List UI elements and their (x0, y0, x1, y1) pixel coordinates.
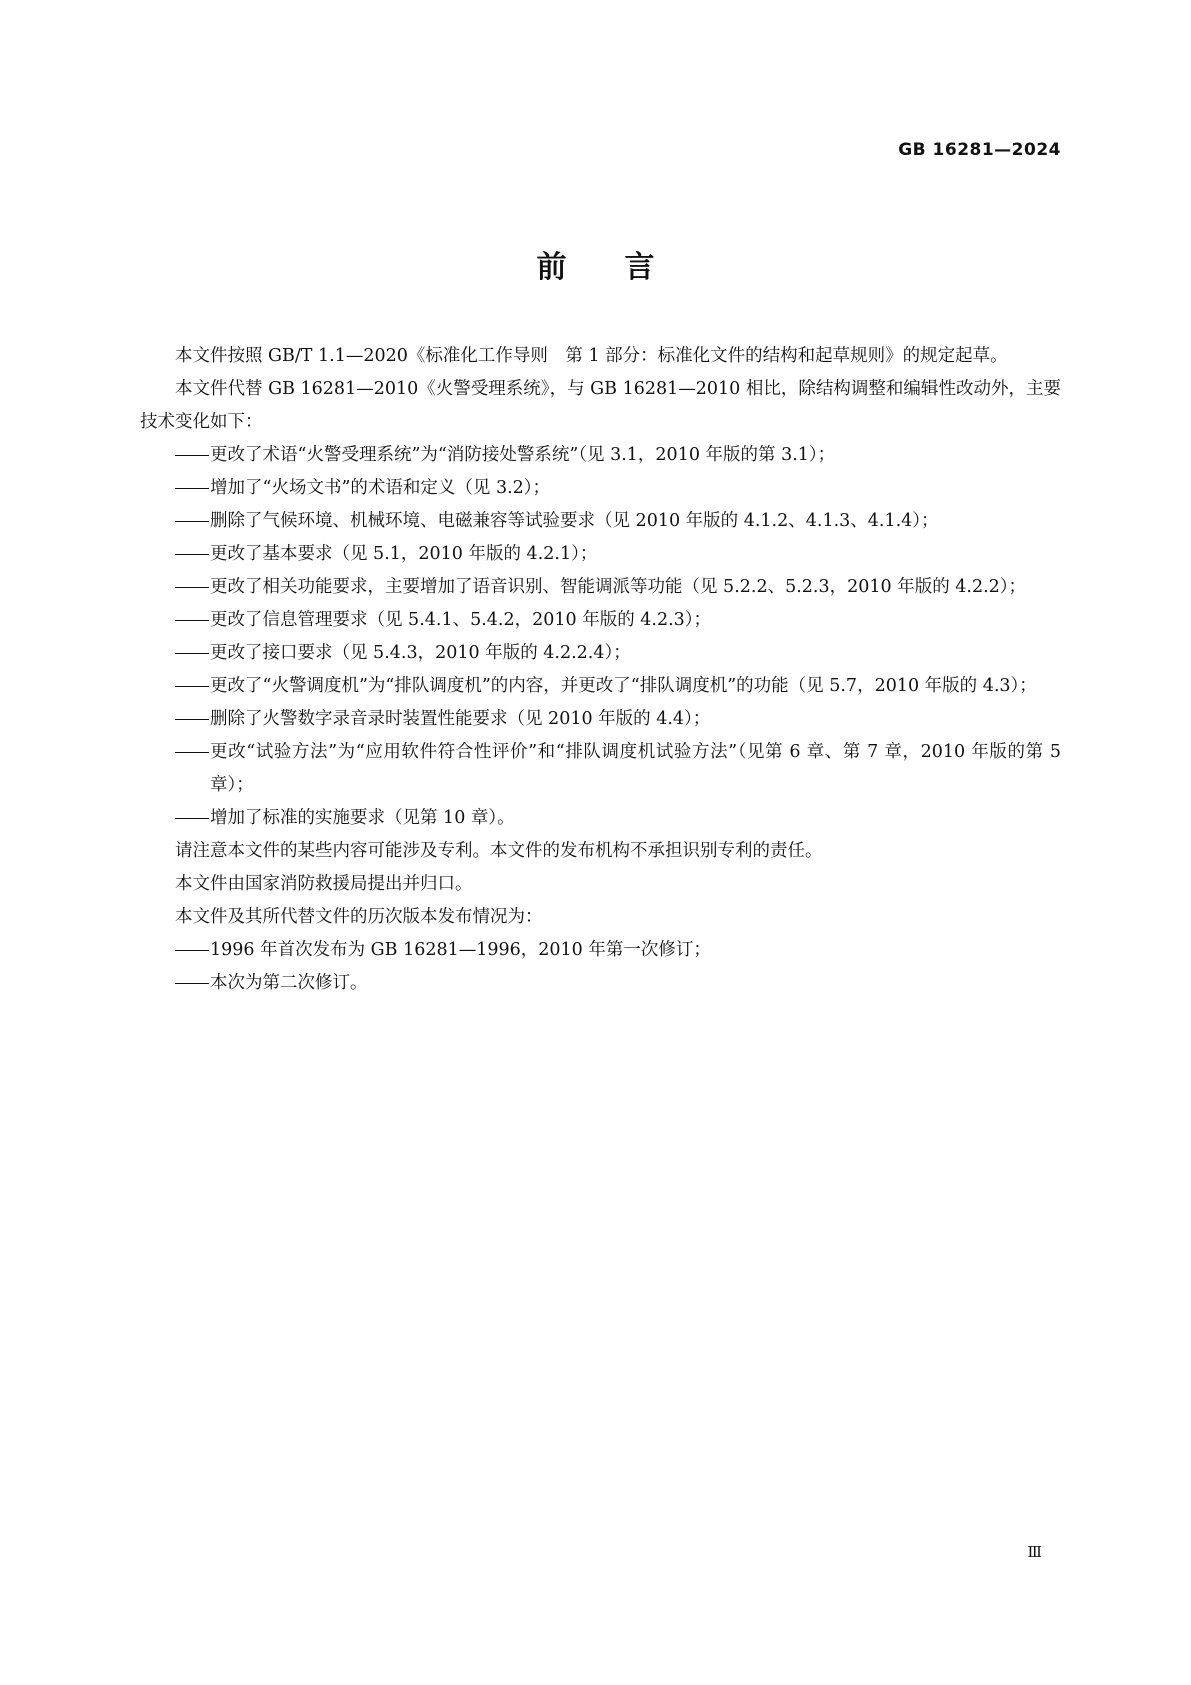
page-title: 前言 (536, 250, 713, 285)
paragraph: 本文件由国家消防救援局提出并归口。 (175, 874, 473, 894)
change-item: 删除了气候环境、机械环境、电磁兼容等试验要求（见 2010 年版的 4.1.2、4.1.3、4.1.4）； (210, 511, 939, 531)
change-item: 更改了相关功能要求，主要增加了语音识别、智能调派等功能（见 5.2.2、5.2.3，2010 年版的 4.2.2）； (210, 577, 1027, 597)
change-item: 更改“试验方法”为“应用软件符合性评价”和“排队调度机试验方法”（见第 6 章、第 7 章，2010 年版的第 5 章）； (210, 742, 1061, 795)
change-item: 更改了术语“火警受理系统”为“消防接处警系统”（见 3.1，2010 年版的第 3.1）； (210, 445, 836, 465)
change-item: 更改了信息管理要求（见 5.4.1、5.4.2，2010 年版的 4.2.3）； (210, 610, 712, 630)
page-number: Ⅲ (1027, 1543, 1042, 1561)
paragraph: 请注意本文件的某些内容可能涉及专利。本文件的发布机构不承担识别专利的责任。 (175, 841, 823, 861)
change-item: 更改了基本要求（见 5.1，2010 年版的 4.2.1）； (210, 544, 598, 564)
change-item: 增加了“火场文书”的术语和定义（见 3.2）； (210, 478, 551, 498)
change-item: 删除了火警数字录音录时装置性能要求（见 2010 年版的 4.4）； (210, 709, 711, 729)
change-item: 更改了“火警调度机”为“排队调度机”的内容，并更改了“排队调度机”的功能（见 5.7，2010 年版的 4.3）； (210, 676, 1037, 696)
paragraph: 本文件代替 GB 16281—2010《火警受理系统》，与 GB 16281—2010 相比，除结构调整和编辑性改动外，主要技术变化如下： (140, 379, 1061, 432)
history-item: 1996 年首次发布为 GB 16281—1996，2010 年第一次修订； (210, 940, 711, 960)
foreword-body (140, 340, 1061, 1000)
paragraph: 本文件及其所代替文件的历次版本发布情况为： (175, 907, 543, 927)
standard-code: GB 16281—2024 (898, 140, 1061, 160)
paragraph: 本文件按照 GB/T 1.1—2020《标准化工作导则 第 1 部分：标准化文件的结构和起草规则》的规定起草。 (175, 346, 1008, 366)
history-item: 本次为第二次修订。 (210, 973, 368, 993)
change-item: 更改了接口要求（见 5.4.3，2010 年版的 4.2.2.4）； (210, 643, 631, 663)
change-item: 增加了标准的实施要求（见第 10 章）。 (210, 808, 515, 828)
